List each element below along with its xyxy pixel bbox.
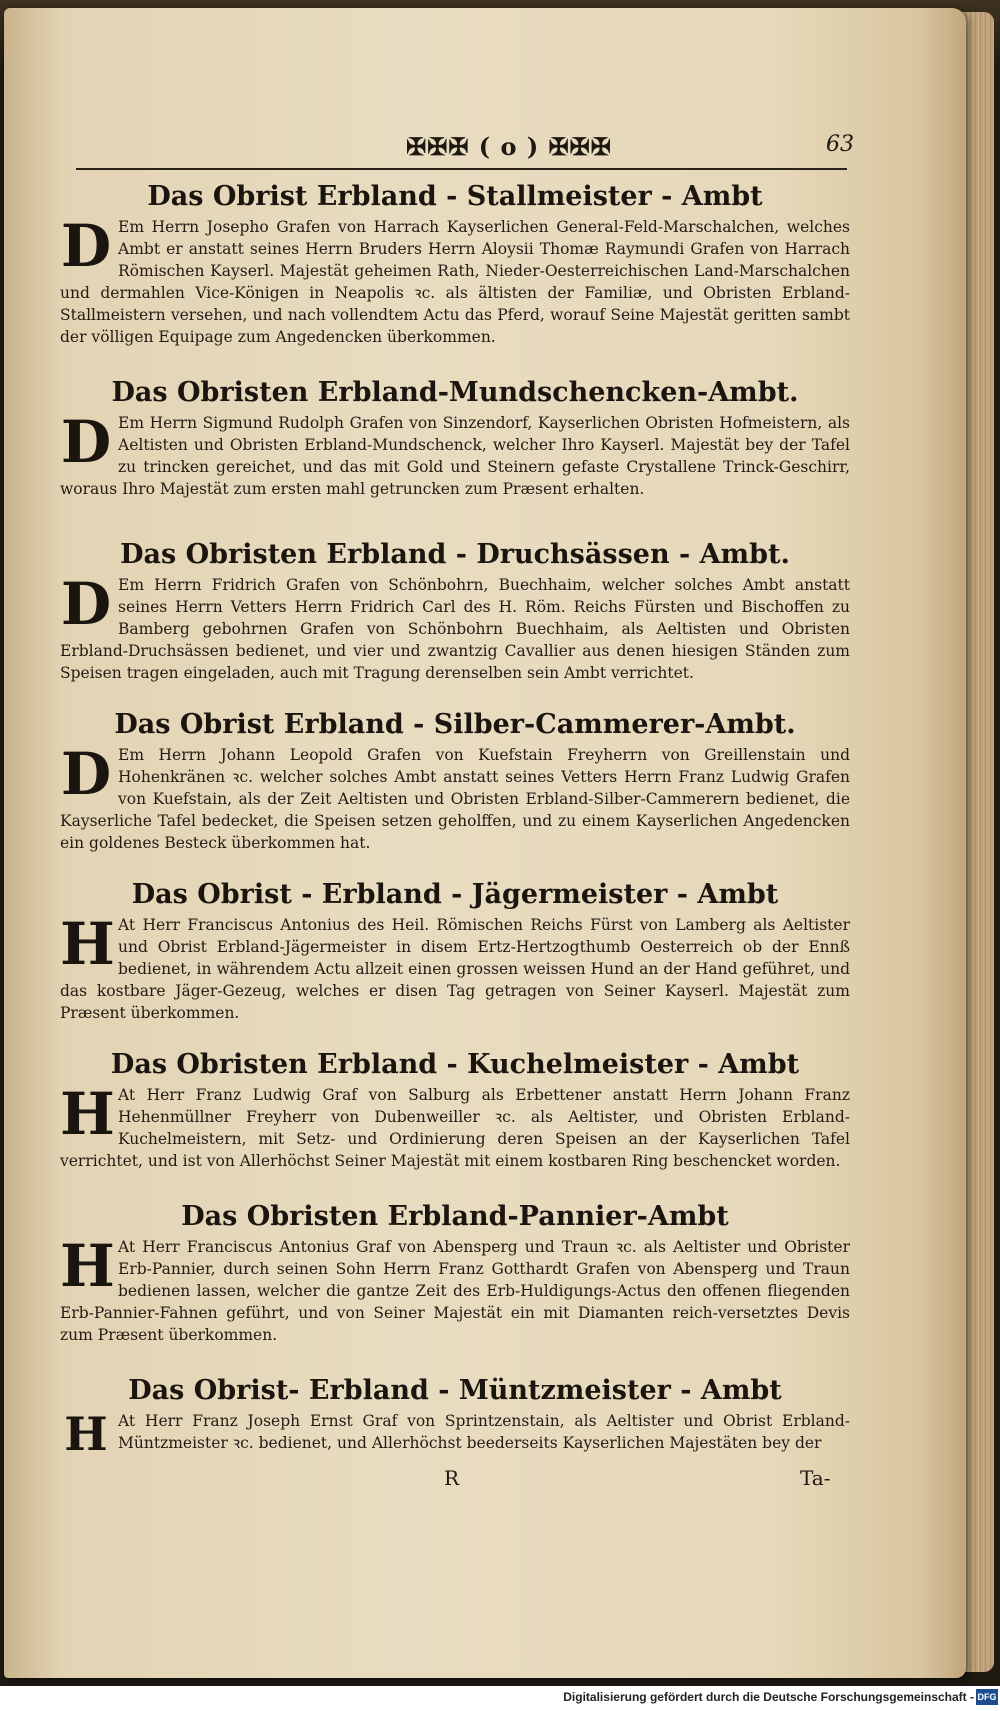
- section-text: Em Herrn Fridrich Grafen von Schönbohrn, Buechhaim, welcher solches Ambt anstatt seines Herrn Vetters Herrn Fridrich Carl des H. Röm. Reichs Fürsten und Bischoffen zu Bamberg gebohrnen Grafen von Schönbohrn Buechhaim, als Aeltisten und Obristen Erbland-Druchsässen bedienet, und vier und zwantzig Cavallier aus denen hiesigen Ständen zum Speisen tragen eingeladen, auch mit Tragung derenselben sein Ambt verrichtet.: [60, 576, 850, 682]
- section-title: Das Obrist - Erbland - Jägermeister - Ambt: [131, 879, 779, 910]
- digitization-footer: [0, 1686, 1000, 1711]
- page-number: 63: [826, 132, 854, 157]
- drop-initial: D: [60, 408, 112, 476]
- section-title: Das Obrist Erbland - Stallmeister - Ambt: [147, 181, 763, 212]
- page-fore-edge: [962, 12, 994, 1672]
- signature-mark: R: [444, 1466, 460, 1490]
- drop-initial: D: [60, 570, 112, 638]
- section-text: At Herr Franciscus Antonius des Heil. Römischen Reichs Fürst von Lamberg als Aeltister und Obrist Erbland-Jägermeister in disem Ertz-Hertzogthumb Oesterreich ob der Ennß bedienet, in währendem Actu allzeit einen grossen weissen Hund an der Hand geführet, und das kostbare Jäger-Gezeug, welches er disen Tag getragen von Seiner Kayserl. Majestät zum Præsent überkommen.: [60, 916, 850, 1022]
- book-page: [4, 8, 966, 1678]
- drop-initial: H: [64, 1407, 108, 1461]
- section-title: Das Obristen Erbland - Kuchelmeister - Ambt: [110, 1049, 800, 1080]
- section-title: Das Obristen Erbland-Pannier-Ambt: [181, 1201, 729, 1232]
- section-pannier: [60, 1200, 850, 1346]
- catchword: Ta-: [800, 1466, 831, 1490]
- section-jaegermeister: [60, 878, 850, 1024]
- drop-initial: H: [60, 1232, 115, 1300]
- section-muentzmeister: [60, 1374, 850, 1461]
- footer-credit: Digitalisierung gefördert durch die Deutsche Forschungsgemeinschaft -: [563, 1690, 974, 1704]
- section-text: At Herr Franz Ludwig Graf von Salburg als Erbettener anstatt Herrn Johann Franz Hehenmüllner Freyherr von Dubenweiller ꝛc. als Aeltister, und Obristen Erbland-Kuchelmeistern, mit Setz- und Ordinierung deren Speisen an der Kayserlichen Tafel verrichtet, und ist von Allerhöchst Seiner Majestät mit einem kostbaren Ring beschencket worden.: [60, 1086, 850, 1170]
- drop-initial: D: [60, 740, 112, 808]
- section-text: Em Herrn Johann Leopold Grafen von Kuefstain Freyherrn von Greillenstain und Hohenkränen ꝛc. welcher solches Ambt anstatt seines Vetters Herrn Franz Ludwig Grafen von Kuefstain, als der Zeit Aeltisten und Obristen Erbland-Silber-Cammerern bedienet, die Kayserliche Tafel bedecket, die Speisen setzen geholffen, und zu einem Kayserlichen Angedencken ein goldenes Besteck überkommen hat.: [60, 746, 850, 852]
- header-ornament: ✠✠✠ ( o ) ✠✠✠: [406, 132, 612, 161]
- section-title: Das Obristen Erbland-Mundschencken-Ambt.: [111, 377, 799, 408]
- section-text: Em Herrn Sigmund Rudolph Grafen von Sinzendorf, Kayserlichen Obristen Hofmeistern, als Aeltisten und Obristen Erbland-Mundschenck, welcher Ihro Kayserl. Majestät bey der Tafel zu trincken gereichet, und das mit Gold und Steinern gefaste Crystallene Trinck-Geschirr, woraus Ihro Majestät zum ersten mahl getruncken zum Præsent erhalten.: [60, 414, 850, 498]
- section-text: At Herr Franz Joseph Ernst Graf von Sprintzenstain, als Aeltister und Obrist Erbland-Müntzmeister ꝛc. bedienet, und Allerhöchst beederseits Kayserlichen Majestäten bey der: [118, 1412, 850, 1452]
- section-text: At Herr Franciscus Antonius Graf von Abensperg und Traun ꝛc. als Aeltister und Obrister Erb-Pannier, durch seinen Sohn Herrn Franz Gotthardt Grafen von Abensperg und Traun bedienen lassen, welcher die gantze Zeit des Erb-Huldigungs-Actus den offenen fliegenden Erb-Pannier-Fahnen geführt, und von Seiner Majestät ein mit Diamanten reich-versetztes Devis zum Præsent überkommen.: [60, 1238, 850, 1344]
- drop-initial: D: [60, 212, 112, 280]
- running-head: [4, 128, 1000, 168]
- section-silber-cammerer: [60, 708, 850, 854]
- section-text: Em Herrn Josepho Grafen von Harrach Kayserlichen General-Feld-Marschalchen, welches Ambt er anstatt seines Herrn Bruders Herrn Aloysii Thomæ Raymundi Grafen von Harrach Römischen Kayserl. Majestät geheimen Rath, Nieder-Oesterreichischen Land-Marschalchen und dermahlen Vice-Königen in Neapolis ꝛc. als ältisten der Familiæ, und Obristen Erbland-Stallmeistern versehen, und nach vollendtem Actu das Pferd, worauf Seine Majestät geritten sambt der völligen Equipage zum Angedencken überkommen.: [60, 218, 850, 346]
- dfg-logo: DFG: [976, 1689, 998, 1705]
- section-title: Das Obristen Erbland - Druchsässen - Ambt.: [120, 539, 790, 570]
- section-title: Das Obrist- Erbland - Müntzmeister - Ambt: [128, 1375, 782, 1406]
- section-druchsaessen: [60, 538, 850, 684]
- section-mundschencken: [60, 376, 850, 500]
- header-rule: [76, 168, 847, 170]
- section-title: Das Obrist Erbland - Silber-Cammerer-Ambt.: [114, 709, 796, 740]
- section-stallmeister: [60, 180, 850, 348]
- section-kuchelmeister: [60, 1048, 850, 1172]
- drop-initial: H: [60, 1080, 115, 1148]
- drop-initial: H: [60, 910, 115, 978]
